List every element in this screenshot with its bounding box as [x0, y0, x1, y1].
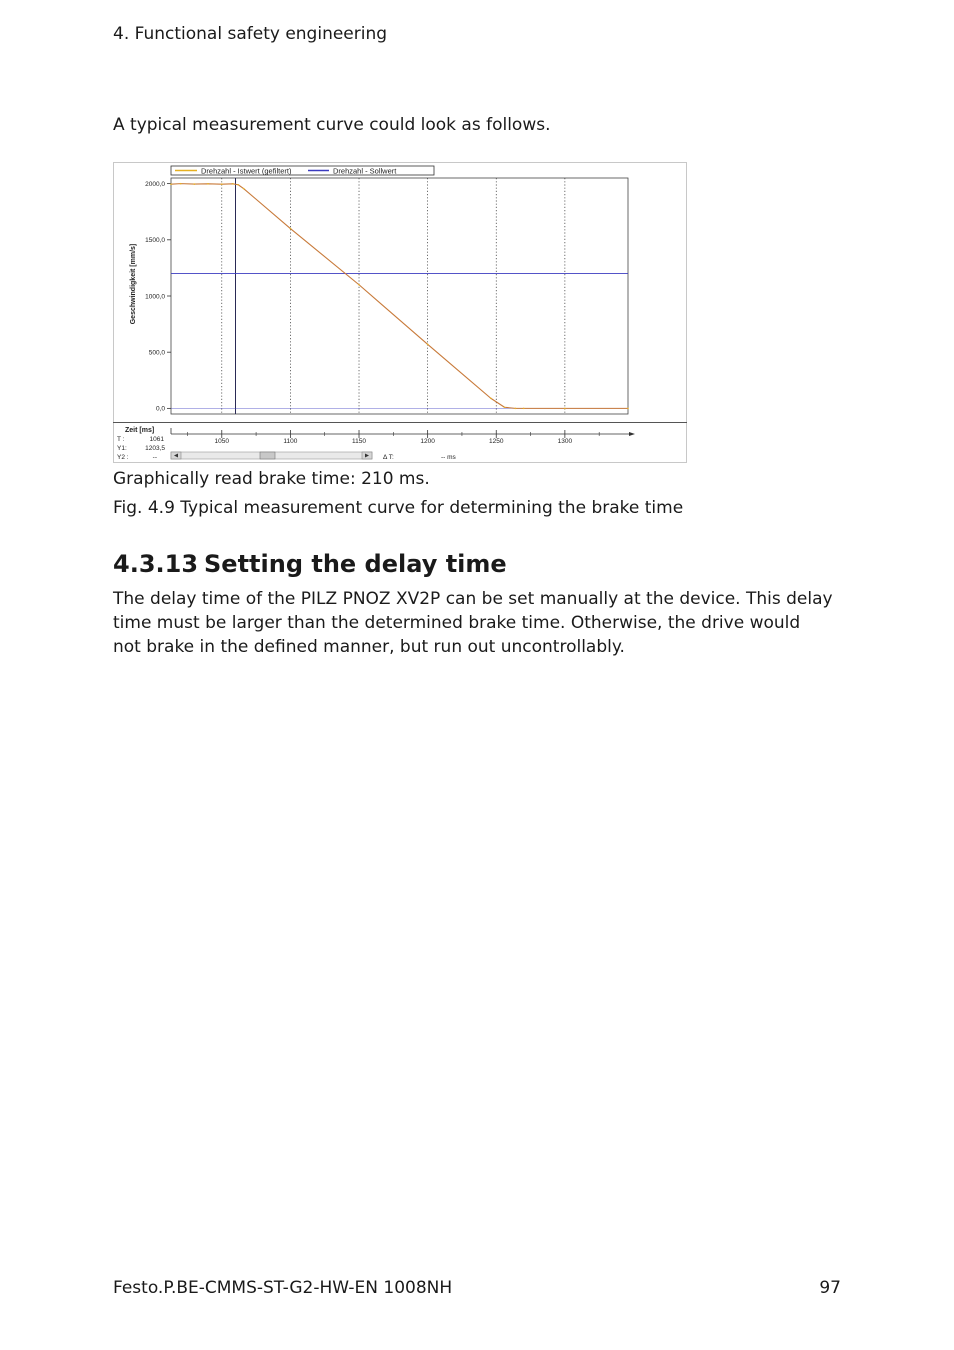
brake-time-note: Graphically read brake time: 210 ms. [113, 469, 430, 489]
x-tick-label: 1150 [352, 438, 367, 445]
y-tick-label: 500,0 [148, 349, 165, 357]
series-actual-point [221, 183, 223, 185]
x-tick-label: 1250 [489, 438, 504, 445]
series-actual-point [515, 408, 517, 410]
y-tick-label: 1000,0 [145, 293, 165, 301]
series-actual-point [243, 188, 245, 190]
legend-label-setpoint: Drehzahl - Sollwert [333, 166, 397, 176]
series-actual-point [290, 228, 292, 230]
chart-legend [171, 166, 434, 176]
x-tick-label: 1300 [557, 438, 573, 445]
t-value: 1061 [149, 436, 164, 443]
series-actual-point [207, 183, 209, 185]
y2-label: Y2 : [117, 454, 129, 461]
figure-caption: Fig. 4.9 Typical measurement curve for determining the brake time [113, 498, 684, 518]
series-actual-point [237, 184, 239, 186]
plot-area [171, 178, 628, 414]
series-actual-point [170, 183, 172, 185]
measurement-chart [113, 162, 687, 463]
legend-label-actual: Drehzahl - Istwert (gefiltert) [201, 166, 292, 176]
x-tick-label: 1200 [420, 438, 435, 445]
page-number: 97 [819, 1278, 841, 1298]
time-axis-title: Zeit [ms] [125, 427, 155, 434]
y1-value: 1203,5 [145, 445, 165, 452]
section-body: The delay time of the PILZ PNOZ XV2P can be set manually at the device. This delay time must be larger than the determined brake time. Otherwise, the drive would not brake in the defined manner, but run out uncontrollably. [113, 589, 833, 657]
delta-t-label: Δ T: [383, 454, 394, 461]
y2-value: -- [152, 454, 157, 461]
series-actual-point [564, 408, 566, 410]
intro-paragraph: A typical measurement curve could look as follows. [113, 115, 551, 135]
series-actual-point [358, 284, 360, 286]
series-actual-point [627, 408, 629, 410]
t-label: T : [117, 436, 125, 443]
series-actual-point [427, 344, 429, 346]
footer-doc-id: Festo.P.BE-CMMS-ST-G2-HW-EN 1008NH [113, 1278, 453, 1298]
y1-label: Y1: [117, 445, 127, 452]
x-tick-label: 1100 [283, 438, 298, 445]
section-number: 4.3.13 [113, 550, 199, 578]
section-heading [113, 550, 507, 578]
y-tick-label: 1500,0 [145, 237, 165, 245]
series-actual-point [523, 408, 525, 410]
y-tick-label: 0,0 [155, 405, 165, 413]
measurement-figure [113, 162, 687, 463]
y-axis-title: Geschwindigkeit [mm/s] [130, 243, 137, 325]
series-actual-point [194, 183, 196, 185]
series-actual-point [490, 397, 492, 399]
scroll-thumb[interactable] [260, 452, 275, 459]
y-tick-label: 2000,0 [145, 180, 165, 188]
x-tick-label: 1050 [214, 438, 230, 445]
series-actual-point [504, 406, 506, 408]
series-actual-point [180, 183, 182, 185]
delta-t-value: -- ms [441, 454, 456, 461]
running-header: 4. Functional safety engineering [113, 24, 388, 44]
series-actual-point [232, 183, 234, 185]
section-title: Setting the delay time [204, 550, 507, 578]
time-scrollbar[interactable] [171, 452, 372, 459]
